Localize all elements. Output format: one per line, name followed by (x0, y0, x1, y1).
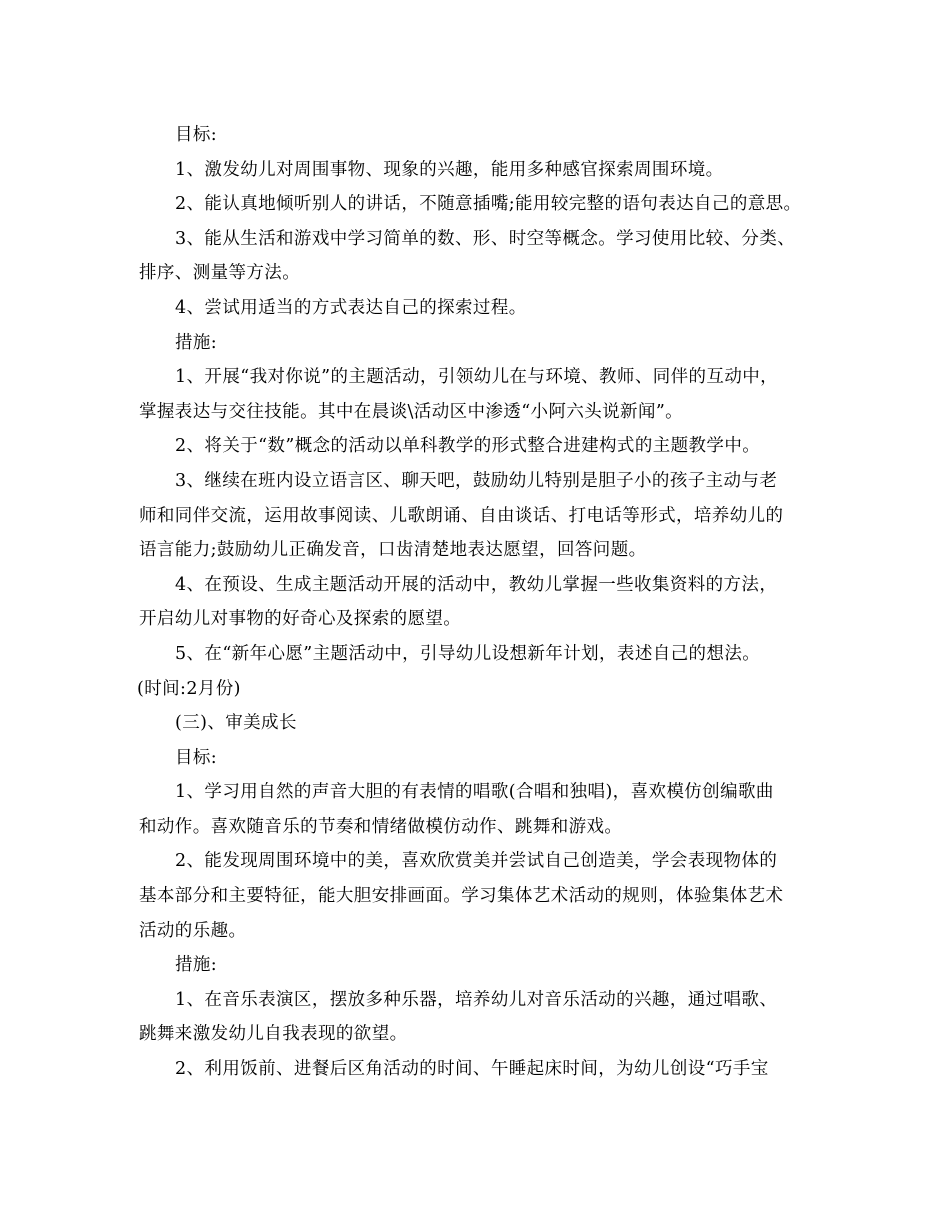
paragraph-line: 跳舞来激发幼儿自我表现的欲望。 (139, 1024, 408, 1045)
paragraph-line: 排序、测量等方法。 (139, 263, 301, 284)
paragraph-line: 2、能发现周围环境中的美，喜欢欣赏美并尝试自己创造美，学会表现物体的 (175, 851, 778, 872)
heading-goals: 目标: (175, 125, 218, 145)
paragraph-line: 开启幼儿对事物的好奇心及探索的愿望。 (139, 609, 462, 630)
paragraph-line: 语言能力;鼓励幼儿正确发音，口齿清楚地表达愿望，回答问题。 (139, 540, 647, 561)
section-heading: (三)、审美成长 (175, 713, 297, 734)
paragraph-line: 掌握表达与交往技能。其中在晨谈\活动区中渗透“小阿六头说新闻”。 (139, 401, 684, 422)
paragraph-line: (时间:2月份) (137, 678, 241, 699)
heading-measures: 措施: (175, 332, 218, 353)
paragraph-line: 和动作。喜欢随音乐的节奏和情绪做模仿动作、跳舞和游戏。 (139, 816, 623, 837)
paragraph-line: 活动的乐趣。 (139, 920, 247, 941)
paragraph-line: 4、尝试用适当的方式表达自己的探索过程。 (175, 297, 527, 318)
paragraph-line: 5、在“新年心愿”主题活动中，引导幼儿设想新年计划，表述自己的想法。 (175, 643, 761, 664)
heading-measures: 措施: (175, 955, 218, 976)
paragraph-line: 2、利用饭前、进餐后区角活动的时间、午睡起床时间，为幼儿创设“巧手宝 (175, 1059, 769, 1080)
paragraph-line: 3、能从生活和游戏中学习简单的数、形、时空等概念。学习使用比较、分类、 (175, 228, 796, 249)
paragraph-line: 2、将关于“数”概念的活动以单科教学的形式整合进建构式的主题教学中。 (175, 436, 761, 457)
paragraph-line: 1、学习用自然的声音大胆的有表情的唱歌(合唱和独唱)，喜欢模仿创编歌曲 (175, 782, 774, 803)
document-body (139, 118, 829, 1087)
paragraph-line: 3、继续在班内设立语言区、聊天吧，鼓励幼儿特别是胆子小的孩子主动与老 (175, 470, 778, 491)
paragraph-line: 师和同伴交流，运用故事阅读、儿歌朗诵、自由谈话、打电话等形式，培养幼儿的 (139, 505, 784, 526)
paragraph-line: 2、能认真地倾听别人的讲话，不随意插嘴;能用较完整的语句表达自己的意思。 (175, 194, 802, 215)
paragraph-line: 基本部分和主要特征，能大胆安排画面。学习集体艺术活动的规则，体验集体艺术 (139, 886, 784, 907)
paragraph-line: 1、开展“我对你说”的主题活动，引领幼儿在与环境、教师、同伴的互动中， (175, 367, 779, 388)
paragraph-line: 1、激发幼儿对周围事物、现象的兴趣，能用多种感官探索周围环境。 (175, 159, 724, 180)
paragraph-line: 1、在音乐表演区，摆放多种乐器，培养幼儿对音乐活动的兴趣，通过唱歌、 (175, 989, 778, 1010)
paragraph-line: 4、在预设、生成主题活动开展的活动中，教幼儿掌握一些收集资料的方法， (175, 574, 778, 595)
heading-goals: 目标: (175, 747, 218, 768)
